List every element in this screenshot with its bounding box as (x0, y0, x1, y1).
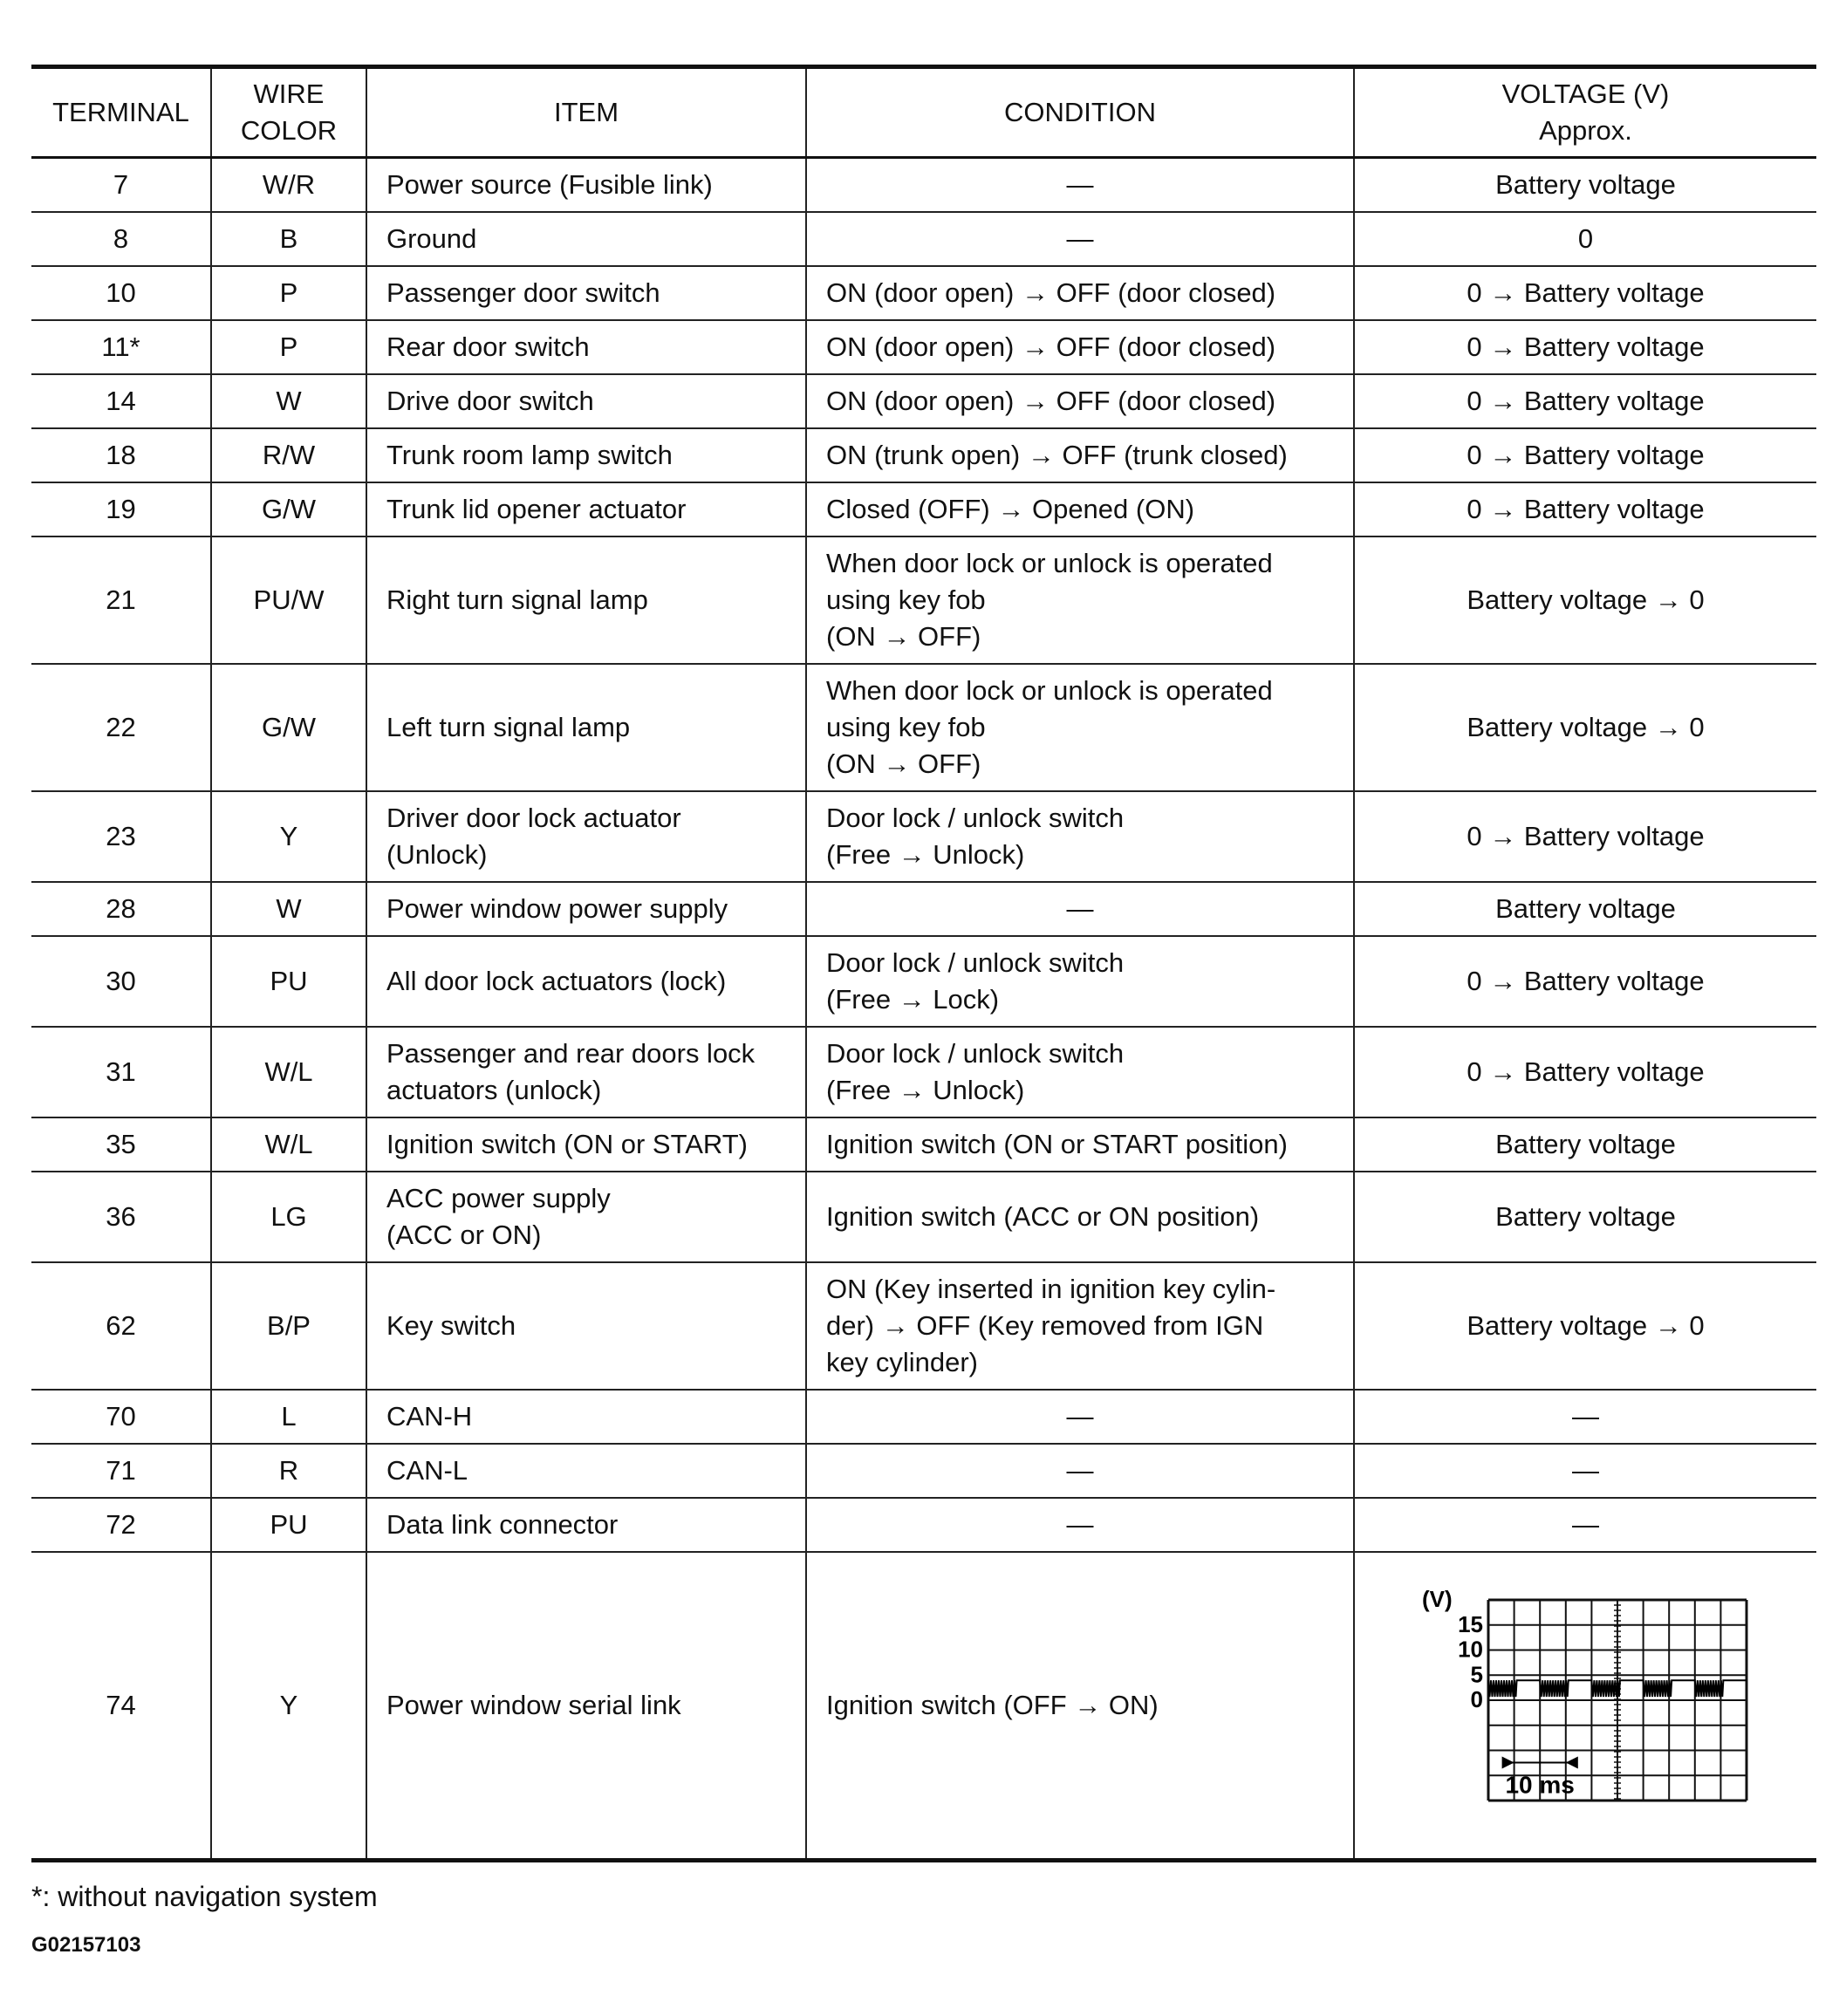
item-line: Passenger and rear doors lock (386, 1037, 755, 1069)
item-line: Right turn signal lamp (386, 584, 648, 615)
voltage-cell: 0 → Battery voltage (1354, 482, 1816, 536)
condition-cell (806, 936, 1354, 1027)
condition-cell (806, 1498, 1354, 1552)
terminal-cell: 7 (31, 158, 211, 212)
condition-line: using key fob (826, 584, 986, 615)
table-row (31, 320, 1816, 374)
item-line: Power window serial link (386, 1689, 681, 1720)
condition-line: ON (trunk open) → OFF (trunk closed) (826, 439, 1288, 470)
voltage-cell: — (1354, 1444, 1816, 1498)
table-header (31, 67, 1816, 158)
voltage-cell: 0 → Battery voltage (1354, 1027, 1816, 1117)
terminal-cell: 8 (31, 212, 211, 266)
wire-color-cell: G/W (211, 482, 366, 536)
table-row (31, 791, 1816, 882)
voltage-cell: Battery voltage (1354, 1117, 1816, 1172)
terminal-cell: 70 (31, 1390, 211, 1444)
condition-line: ON (door open) → OFF (door closed) (826, 385, 1276, 416)
condition-cell (806, 320, 1354, 374)
header-wire-color-line1: WIRE (253, 79, 325, 109)
table-row (31, 1027, 1816, 1117)
condition-cell (806, 374, 1354, 428)
item-cell (366, 936, 806, 1027)
terminal-cell: 35 (31, 1117, 211, 1172)
table-row (31, 1444, 1816, 1498)
item-cell (366, 374, 806, 428)
header-wire-color (211, 67, 366, 158)
wire-color-cell: Y (211, 1552, 366, 1861)
condition-cell (806, 482, 1354, 536)
table-row (31, 1262, 1816, 1390)
terminal-cell: 30 (31, 936, 211, 1027)
item-line: ACC power supply (386, 1182, 611, 1213)
wire-color-cell: P (211, 266, 366, 320)
terminal-reference-table (31, 65, 1816, 1862)
condition-line: — (1066, 1400, 1094, 1432)
item-line: Driver door lock actuator (386, 802, 681, 833)
condition-cell (806, 664, 1354, 791)
voltage-cell: 0 → Battery voltage (1354, 320, 1816, 374)
item-cell (366, 1117, 806, 1172)
item-line: (ACC or ON) (386, 1219, 542, 1250)
terminal-cell: 62 (31, 1262, 211, 1390)
condition-cell (806, 266, 1354, 320)
wire-color-cell: P (211, 320, 366, 374)
condition-line: Door lock / unlock switch (826, 946, 1125, 978)
y-tick-label: 0 (1470, 1685, 1483, 1712)
item-cell (366, 1172, 806, 1262)
item-line: Power window power supply (386, 892, 728, 924)
condition-line: (Free → Unlock) (826, 838, 1025, 870)
item-line: Ignition switch (ON or START) (386, 1128, 749, 1159)
item-cell (366, 158, 806, 212)
wire-color-cell: W (211, 374, 366, 428)
header-terminal: TERMINAL (31, 67, 211, 158)
condition-line: Door lock / unlock switch (826, 802, 1125, 833)
item-line: actuators (unlock) (386, 1074, 602, 1105)
voltage-cell: — (1354, 1498, 1816, 1552)
item-cell (366, 320, 806, 374)
header-item: ITEM (366, 67, 806, 158)
table-row (31, 1117, 1816, 1172)
voltage-cell: 0 → Battery voltage (1354, 428, 1816, 482)
table-row (31, 936, 1816, 1027)
voltage-cell: Battery voltage → 0 (1354, 664, 1816, 791)
condition-cell (806, 882, 1354, 936)
voltage-cell: 0 (1354, 212, 1816, 266)
time-arrow-right (1565, 1756, 1577, 1768)
figure-id: G02157103 (31, 1933, 141, 1957)
wire-color-cell: PU/W (211, 536, 366, 664)
condition-cell (806, 791, 1354, 882)
terminal-cell: 71 (31, 1444, 211, 1498)
wire-color-cell: PU (211, 1498, 366, 1552)
condition-line: (Free → Lock) (826, 983, 1000, 1015)
condition-line: — (1066, 168, 1094, 200)
wire-color-cell: LG (211, 1172, 366, 1262)
voltage-cell: Battery voltage → 0 (1354, 1262, 1816, 1390)
condition-cell (806, 158, 1354, 212)
item-line: Left turn signal lamp (386, 711, 631, 742)
table-row (31, 212, 1816, 266)
item-line: Key switch (386, 1309, 516, 1341)
item-cell (366, 212, 806, 266)
table-row (31, 482, 1816, 536)
terminal-cell: 22 (31, 664, 211, 791)
condition-cell (806, 1262, 1354, 1390)
wire-color-cell: W/L (211, 1117, 366, 1172)
terminal-cell: 11* (31, 320, 211, 374)
table-row (31, 882, 1816, 936)
condition-cell (806, 536, 1354, 664)
item-line: All door lock actuators (lock) (386, 965, 727, 996)
condition-line: der) → OFF (Key removed from IGN (826, 1309, 1264, 1341)
terminal-cell: 36 (31, 1172, 211, 1262)
condition-cell (806, 1444, 1354, 1498)
wire-color-cell: R (211, 1444, 366, 1498)
condition-line: ON (door open) → OFF (door closed) (826, 331, 1276, 362)
header-row (31, 67, 1816, 158)
table-row (31, 1552, 1816, 1861)
condition-line: Door lock / unlock switch (826, 1037, 1125, 1069)
table-body (31, 158, 1816, 1861)
header-voltage-line2: Approx. (1539, 115, 1632, 146)
terminal-cell: 31 (31, 1027, 211, 1117)
voltage-cell: Battery voltage (1354, 1172, 1816, 1262)
condition-line: When door lock or unlock is operated (826, 547, 1273, 578)
item-cell (366, 664, 806, 791)
terminal-cell: 23 (31, 791, 211, 882)
voltage-cell: 0 → Battery voltage (1354, 266, 1816, 320)
terminal-cell: 74 (31, 1552, 211, 1861)
y-tick-label: 10 (1457, 1636, 1483, 1663)
item-cell (366, 882, 806, 936)
wire-color-cell: PU (211, 936, 366, 1027)
voltage-cell: Battery voltage → 0 (1354, 536, 1816, 664)
item-line: CAN-L (386, 1454, 468, 1486)
item-line: Power source (Fusible link) (386, 168, 713, 200)
item-cell (366, 791, 806, 882)
condition-line: Ignition switch (OFF → ON) (826, 1689, 1159, 1720)
table-row (31, 1390, 1816, 1444)
wire-color-cell: B/P (211, 1262, 366, 1390)
header-wire-color-line2: COLOR (240, 115, 338, 146)
table-row (31, 536, 1816, 664)
item-line: CAN-H (386, 1400, 473, 1432)
condition-line: — (1066, 1454, 1094, 1486)
terminal-cell: 10 (31, 266, 211, 320)
item-cell (366, 266, 806, 320)
item-cell (366, 1262, 806, 1390)
wire-color-cell: W (211, 882, 366, 936)
table-row (31, 1172, 1816, 1262)
terminal-cell: 18 (31, 428, 211, 482)
condition-cell (806, 1172, 1354, 1262)
terminal-cell: 28 (31, 882, 211, 936)
table-row (31, 664, 1816, 791)
table-row (31, 374, 1816, 428)
wire-color-cell: R/W (211, 428, 366, 482)
item-cell (366, 1552, 806, 1861)
table-row (31, 428, 1816, 482)
item-line: Drive door switch (386, 385, 594, 416)
voltage-cell: 0 → Battery voltage (1354, 374, 1816, 428)
condition-line: (ON → OFF) (826, 620, 981, 652)
time-arrow-left (1501, 1756, 1514, 1768)
item-line: Trunk lid opener actuator (386, 493, 687, 524)
condition-line: When door lock or unlock is operated (826, 674, 1273, 706)
wire-color-cell: G/W (211, 664, 366, 791)
signal-trace (1488, 1680, 1747, 1697)
terminal-table-container (31, 65, 1816, 1862)
terminal-cell: 21 (31, 536, 211, 664)
item-line: Ground (386, 222, 477, 254)
item-cell (366, 1444, 806, 1498)
terminal-cell: 19 (31, 482, 211, 536)
y-tick-label: 15 (1457, 1610, 1483, 1637)
voltage-unit-label: (V) (1421, 1587, 1453, 1612)
item-line: Data link connector (386, 1508, 619, 1540)
condition-line: — (1066, 892, 1094, 924)
table-row (31, 266, 1816, 320)
condition-line: Closed (OFF) → Opened (ON) (826, 493, 1195, 524)
item-line: (Unlock) (386, 838, 488, 870)
condition-line: key cylinder) (826, 1346, 978, 1377)
voltage-cell: Battery voltage (1354, 882, 1816, 936)
terminal-cell: 14 (31, 374, 211, 428)
wire-color-cell: B (211, 212, 366, 266)
condition-cell (806, 212, 1354, 266)
voltage-cell: — (1354, 1390, 1816, 1444)
condition-line: Ignition switch (ON or START position) (826, 1128, 1288, 1159)
item-cell (366, 482, 806, 536)
condition-line: — (1066, 1508, 1094, 1540)
terminal-cell: 72 (31, 1498, 211, 1552)
header-voltage (1354, 67, 1816, 158)
condition-line: (ON → OFF) (826, 748, 981, 779)
condition-cell (806, 1117, 1354, 1172)
condition-cell (806, 428, 1354, 482)
voltage-cell: Battery voltage (1354, 158, 1816, 212)
header-voltage-line1: VOLTAGE (V) (1501, 79, 1670, 109)
condition-line: ON (Key inserted in ignition key cylin- (826, 1273, 1276, 1304)
wire-color-cell: Y (211, 791, 366, 882)
condition-cell (806, 1552, 1354, 1861)
item-line: Passenger door switch (386, 277, 660, 308)
item-line: Trunk room lamp switch (386, 439, 673, 470)
table-row (31, 158, 1816, 212)
item-cell (366, 1390, 806, 1444)
condition-line: Ignition switch (ACC or ON position) (826, 1200, 1260, 1232)
table-row (31, 1498, 1816, 1552)
item-cell (366, 536, 806, 664)
wire-color-cell: W/L (211, 1027, 366, 1117)
voltage-cell (1354, 1552, 1816, 1861)
time-scale-label: 10 ms (1504, 1771, 1575, 1798)
wire-color-cell: W/R (211, 158, 366, 212)
item-cell (366, 428, 806, 482)
condition-line: ON (door open) → OFF (door closed) (826, 277, 1276, 308)
voltage-cell: 0 → Battery voltage (1354, 791, 1816, 882)
header-condition: CONDITION (806, 67, 1354, 158)
condition-line: (Free → Unlock) (826, 1074, 1025, 1105)
footnote: *: without navigation system (31, 1881, 378, 1912)
item-cell (366, 1027, 806, 1117)
wire-color-cell: L (211, 1390, 366, 1444)
voltage-cell: 0 → Battery voltage (1354, 936, 1816, 1027)
y-tick-label: 5 (1470, 1661, 1483, 1687)
oscilloscope-waveform (1420, 1588, 1752, 1823)
condition-line: — (1066, 222, 1094, 254)
item-line: Rear door switch (386, 331, 590, 362)
condition-line: using key fob (826, 711, 986, 742)
item-cell (366, 1498, 806, 1552)
condition-cell (806, 1390, 1354, 1444)
condition-cell (806, 1027, 1354, 1117)
